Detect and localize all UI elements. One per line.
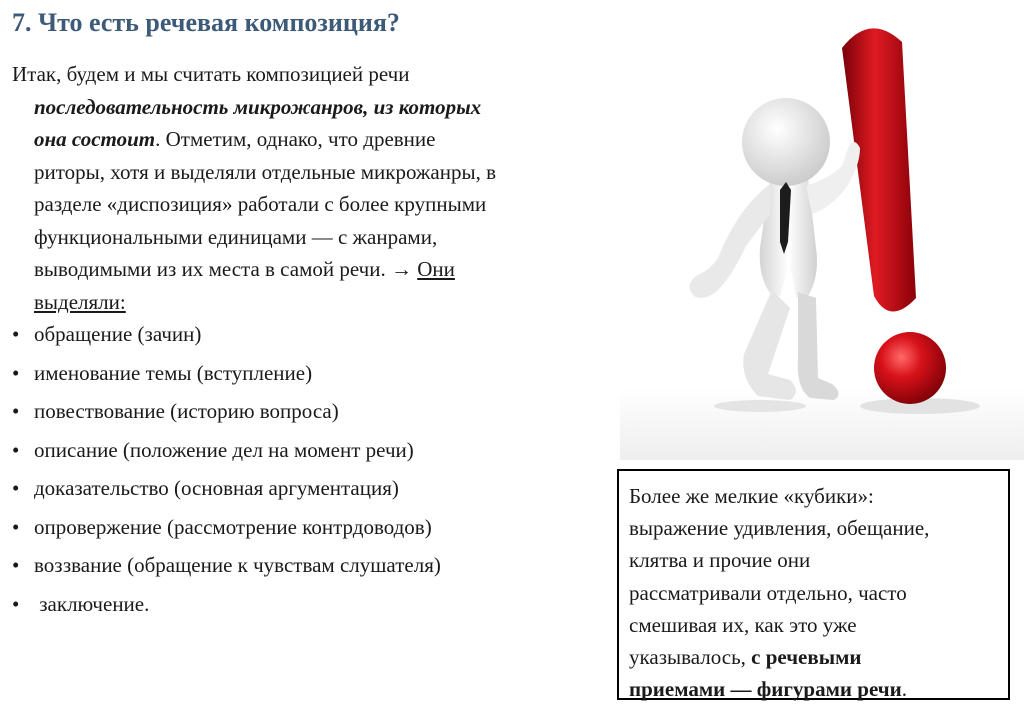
- note-emphasis: с речевыми: [751, 645, 862, 670]
- list-item: [12, 546, 612, 585]
- list-item: [12, 585, 612, 624]
- note-box: [617, 469, 1010, 700]
- list-item: [12, 354, 612, 393]
- note-line: Более же мелкие «кубики»:: [629, 484, 874, 508]
- list-item-text: повествование (историю вопроса): [34, 399, 339, 423]
- exclamation-dot-icon: [874, 332, 946, 404]
- intro-paragraph: [12, 58, 612, 318]
- intro-line: функциональными единицами — с жанрами,: [34, 224, 438, 249]
- intro-emphasis-end: она состоит: [34, 127, 156, 151]
- composition-parts-list: [12, 315, 612, 623]
- list-item-text: описание (положение дел на момент речи): [34, 437, 414, 462]
- list-item: [12, 469, 612, 508]
- person-figure-icon: [689, 98, 860, 400]
- note-line: рассматривали отдельно, часто: [629, 580, 907, 605]
- intro-line: Итак, будем и мы считать композицией речи: [12, 62, 410, 86]
- intro-line: риторы, хотя и выделяли отдельные микрожанры, в: [34, 159, 497, 184]
- note-emphasis: приемами — фигурами речи: [629, 677, 902, 702]
- list-intro-underlined: Они: [417, 257, 455, 281]
- bullet-icon: •: [12, 476, 20, 500]
- bullet-icon: •: [12, 553, 20, 577]
- note-line: выражение удивления, обещание,: [629, 516, 930, 541]
- intro-line: . Отметим, однако, что древние: [155, 127, 436, 151]
- list-item: [12, 431, 612, 470]
- note-line: клятва и прочие они: [629, 548, 811, 573]
- intro-line: выводимыми из их места в самой речи.: [34, 257, 391, 281]
- list-item-text: опровержение (рассмотрение контрдоводов): [34, 514, 432, 539]
- list-item-text: доказательство (основная аргументация): [34, 476, 399, 500]
- bullet-icon: •: [12, 437, 20, 462]
- intro-line: разделе «диспозиция» работали с более крупными: [34, 192, 487, 216]
- list-intro-underlined: выделяли:: [34, 289, 126, 314]
- bullet-icon: •: [12, 514, 20, 539]
- bullet-icon: •: [12, 399, 20, 423]
- arrow-icon: →: [390, 257, 412, 281]
- list-item-text: именование темы (вступление): [34, 360, 313, 385]
- list-item-text: заключение.: [34, 591, 150, 616]
- note-line: .: [901, 677, 907, 702]
- note-line: смешивая их, как это уже: [629, 612, 857, 637]
- bullet-icon: •: [12, 322, 20, 346]
- slide-title: 7. Что есть речевая композиция?: [12, 8, 400, 37]
- list-item: [12, 508, 612, 547]
- person-exclamation-illustration: [620, 8, 1024, 460]
- intro-emphasis: последовательность микрожанров, из которых: [34, 94, 482, 119]
- list-item-text: обращение (зачин): [34, 322, 202, 346]
- bullet-icon: •: [12, 360, 20, 385]
- bullet-icon: •: [12, 591, 20, 616]
- list-item: [12, 392, 612, 431]
- list-item: [12, 315, 612, 354]
- list-item-text: воззвание (обращение к чувствам слушателя): [34, 553, 441, 577]
- note-line: указывалось,: [629, 645, 752, 670]
